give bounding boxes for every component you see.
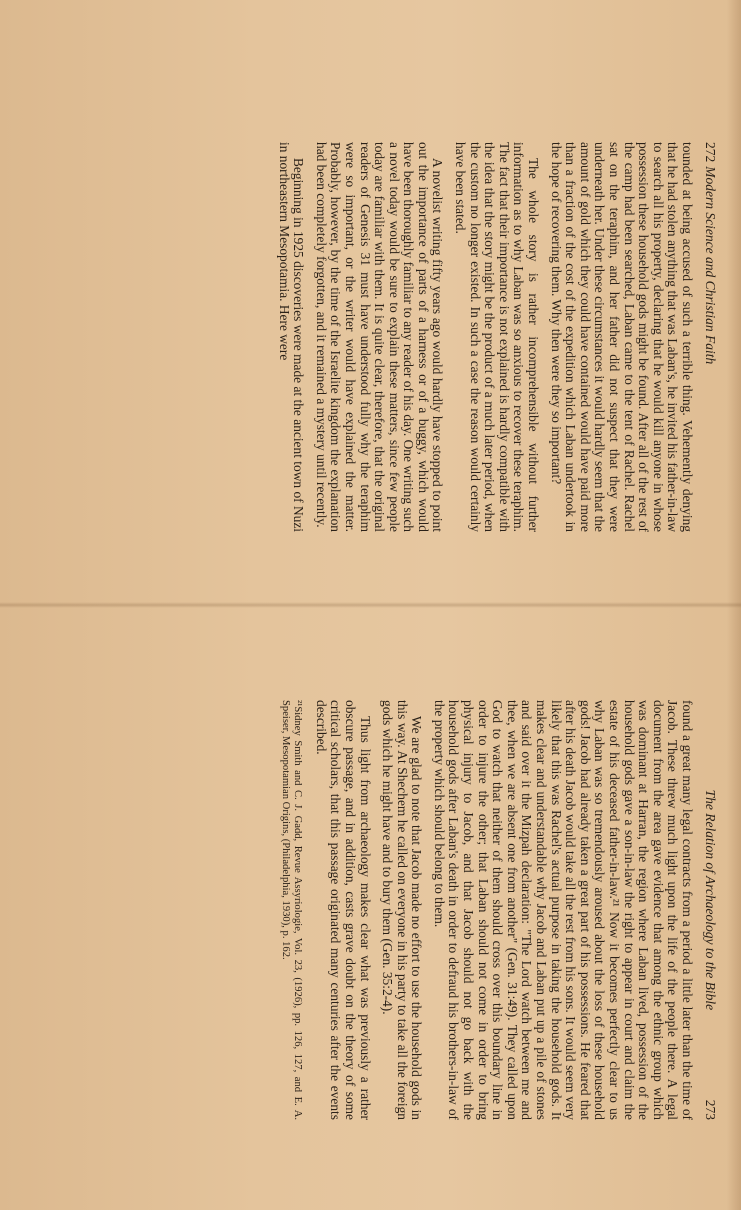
right-page-number: 273 [703, 1099, 718, 1120]
left-paragraph-4: Beginning in 1925 discoveries were made at the ancient town of Nuzi in northeastern Mesopotamia. Here were [276, 142, 307, 532]
right-running-head [700, 700, 718, 1120]
right-paragraph-2: We are glad to note that Jacob made no effort to use the household gods in this way. At Shechem he called on everyone in his party to take all the foreign gods which he might have and to bury them (Gen. 35:2-4). [380, 700, 425, 1120]
left-page [118, 142, 718, 532]
left-paragraph-3: A novelist writing fifty years ago would hardly have stopped to point out the importance of parts of a harness or of a buggy, which would have been thoroughly familiar to any reader of his day. One writing such a novel today would be sure to explain these matters, since few people today are familiar with them. It is quite clear, therefore, that the original readers of Genesis 31 must have understood fully why the teraphim were so important, or the writer would have explained the matter. Probably, however, by the time of the Israelite kingdom the explanation had been completely forgotten, and it remained a mystery until recently. [313, 142, 446, 532]
left-paragraph-1: tounded at being accused of such a terrible thing. Vehemently denying that he had stolen anything that was Laban's, he invited his father-in-law to search all his property, declaring that he would kill anyone in whose possession these household gods might be found. After all of the rest of the camp had been searched, Laban came to the tent of Rachel. Rachel sat on the teraphim, and her father did not suspect that they were underneath her. Under these circumstances it would hardly seem that the amount of gold which they could have contained would have paid more than a fraction of the cost of the expedition which Laban undertook in the hope of recovering them. Why then were they so important? [548, 142, 695, 532]
left-text-column [276, 142, 694, 532]
footnote-21: ²¹Sidney Smith and C. J. Gadd, Revue Assyriologie, Vol. 23, (1926), pp. 126, 127, and E. A. Speiser, Mesopotamian Origins, (Philadelphia, 1930), p. 162. [280, 700, 304, 1120]
left-running-title: Modern Science and Christian Faith [703, 166, 718, 365]
left-page-number: 272 [703, 142, 718, 163]
right-page [118, 700, 718, 1120]
right-text-column [279, 700, 694, 1120]
right-paragraph-3: Thus light from archaeology makes clear what was previously a rather obscure passage, and in addition, casts grave doubt on the theory of some critical scholars, that this passage originated many centuries after the events described. [313, 700, 373, 1120]
right-paragraph-1: found a great many legal contracts from a period a little later than the time of Jacob. These threw much light upon the life of the people there. A legal document from the area gave evidence that among the ethnic group which was dominant at Harran, the region where Laban lived, possession of the household gods gave a son-in-law the right to appear in court and claim the estate of his deceased father-in-law.²¹ Now it becomes perfectly clear to us why Laban was so tremendously aroused about the loss of these household gods! Jacob had already taken a great part of his possessions. He feared that after his death Jacob would take all the rest from his sons. It would seem very likely that this was Rachel's actual purpose in taking the household gods. It makes clear and understandable why Jacob and Laban put up a pile of stones and said over it the Mizpah declaration: "The Lord watch between me and thee, when we are absent one from another" (Gen. 31:49). They called upon God to watch that neither of them should cross over this boundary line in order to injure the other; that Laban should not come in order to bring physical injury to Jacob, and that Jacob should not go back with the household gods after Laban's death in order to defraud his brothers-in-law of the property which should belong to them. [431, 700, 695, 1120]
right-running-title: The Relation of Archaeology to the Bible [703, 789, 718, 1011]
left-paragraph-2: The whole story is rather incomprehensible without further information as to why Laban was so anxious to recover these teraphim. The fact that their importance is not explained is hardly compatible with the idea that the story might be the product of a much later period, when the custom no longer existed. In such a case the reason would certainly have been stated. [453, 142, 542, 532]
left-running-head [700, 142, 718, 532]
spine-fold [0, 602, 741, 608]
